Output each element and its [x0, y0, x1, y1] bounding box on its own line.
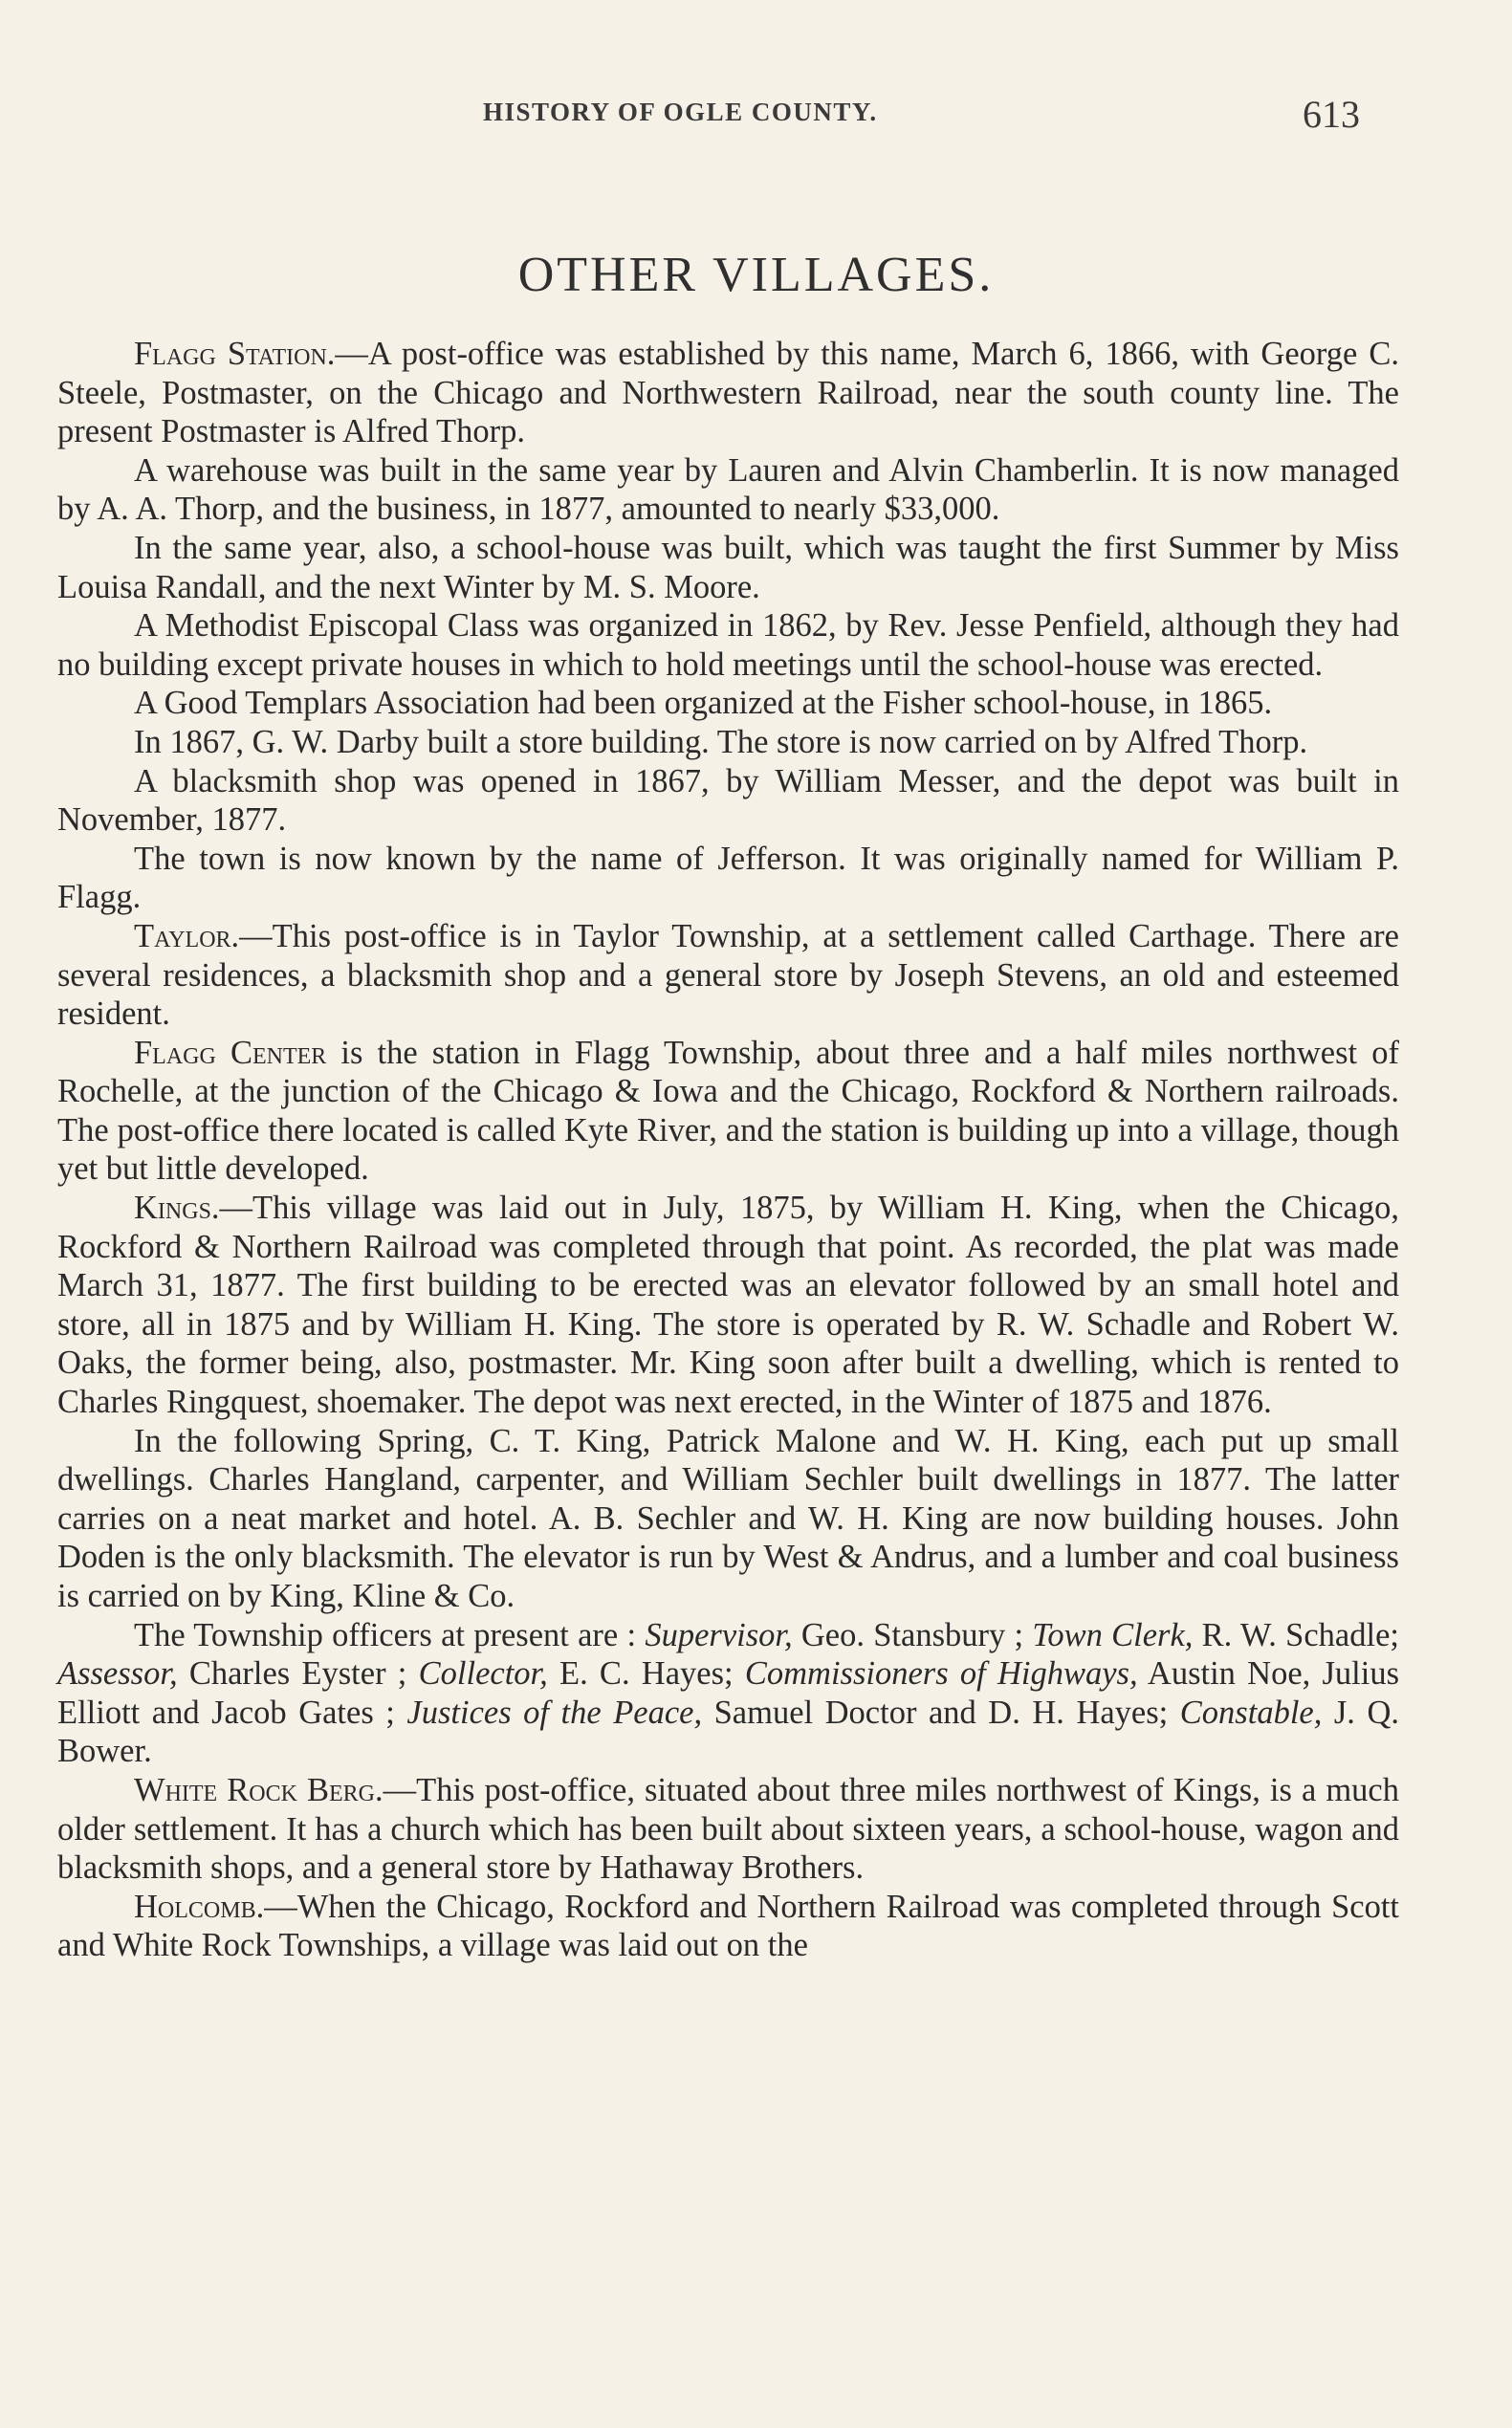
paragraph: White Rock Berg.—This post-office, situated about three miles northwest of Kings, is a much older settlement. It has a church which has been built about sixteen years, a school-house, wagon and blacksmith shops, and a general store by Hathaway Brothers.: [57, 1771, 1399, 1887]
paragraph: A Good Templars Association had been organized at the Fisher school-house, in 1865.: [134, 685, 1273, 722]
paragraph-township-officers: The Township officers at present are : Supervisor, Geo. Stansbury ; Town Clerk, R. W. Schadle; Assessor, Charles Eyster ; Collector, E. C. Hayes; Commissioners of Highways, Austin Noe, Julius Elliott and Jacob Gates ; Justices of the Peace, Samuel Doctor and D. H. Hayes; Constable, J. Q. Bower.: [57, 1616, 1400, 1770]
chapter-title: OTHER VILLAGES.: [517, 248, 995, 302]
paragraph: The town is now known by the name of Jefferson. It was originally named for William P. Flagg.: [57, 840, 1399, 916]
section-lead: White Rock Berg.: [134, 1771, 383, 1808]
paragraph: Holcomb.—When the Chicago, Rockford and Northern Railroad was completed through Scott and White Rock Townships, a village was laid out on the: [57, 1888, 1399, 1964]
paragraph: A blacksmith shop was opened in 1867, by William Messer, and the depot was built in November, 1877.: [57, 762, 1399, 839]
paragraph: Taylor.—This post-office is in Taylor Township, at a settlement called Carthage. There are several residences, a blacksmith shop and a general store by Joseph Stevens, an old and esteemed resident.: [57, 917, 1399, 1033]
section-lead: Flagg Center: [134, 1034, 327, 1071]
section-lead: Flagg Station.: [134, 336, 336, 372]
section-lead: Kings.: [134, 1190, 220, 1227]
paragraph: Flagg Center is the station in Flagg Township, about three and a half miles northwest of Rochelle, at the junction of the Chicago & Iowa and the Chicago, Rockford & Northern railroads. The post-office there located is called Kyte River, and the station is building up into a village, though yet but little developed.: [57, 1034, 1399, 1188]
running-head: [0, 93, 1512, 145]
section-lead: Holcomb.: [134, 1888, 265, 1925]
page-number: 613: [1303, 93, 1360, 136]
paragraph: A warehouse was built in the same year by Lauren and Alvin Chamberlin. It is now managed by A. A. Thorp, and the business, in 1877, amounted to nearly $33,000.: [57, 451, 1399, 528]
paragraph: Flagg Station.—A post-office was established by this name, March 6, 1866, with George C. Steele, Postmaster, on the Chicago and Northwestern Railroad, near the south county line. The present Postmaster is Alfred Thorp.: [57, 336, 1399, 450]
paragraph: A Methodist Episcopal Class was organized in 1862, by Rev. Jesse Penfield, although they had no building except private houses in which to hold meetings until the school-house was erected.: [57, 607, 1399, 683]
body-text: [57, 335, 1399, 1965]
paragraph: Kings.—This village was laid out in July, 1875, by William H. King, when the Chicago, Rockford & Northern Railroad was completed through that point. As recorded, the plat was made March 31, 1877. The first building to be erected was an elevator followed by an small hotel and store, all in 1875 and by William H. King. The store is operated by R. W. Schadle and Robert W. Oaks, the former being, also, postmaster. Mr. King soon after built a dwelling, which is rented to Charles Ringquest, shoemaker. The depot was next erected, in the Winter of 1875 and 1876.: [57, 1190, 1399, 1421]
paragraph: In the same year, also, a school-house was built, which was taught the first Summer by Miss Louisa Randall, and the next Winter by M. S. Moore.: [57, 529, 1399, 605]
section-lead: Taylor.: [134, 917, 240, 954]
paragraph: In 1867, G. W. Darby built a store building. The store is now carried on by Alfred Thorp.: [134, 723, 1308, 760]
paragraph: In the following Spring, C. T. King, Patrick Malone and W. H. King, each put up small dwellings. Charles Hangland, carpenter, and William Sechler built dwellings in 1877. The latter carries on a neat market and hotel. A. B. Sechler and W. H. King are now building houses. John Doden is the only blacksmith. The elevator is run by West & Andrus, and a lumber and coal business is carried on by King, Kline & Co.: [57, 1422, 1399, 1614]
running-head-title: HISTORY OF OGLE COUNTY.: [483, 98, 878, 126]
